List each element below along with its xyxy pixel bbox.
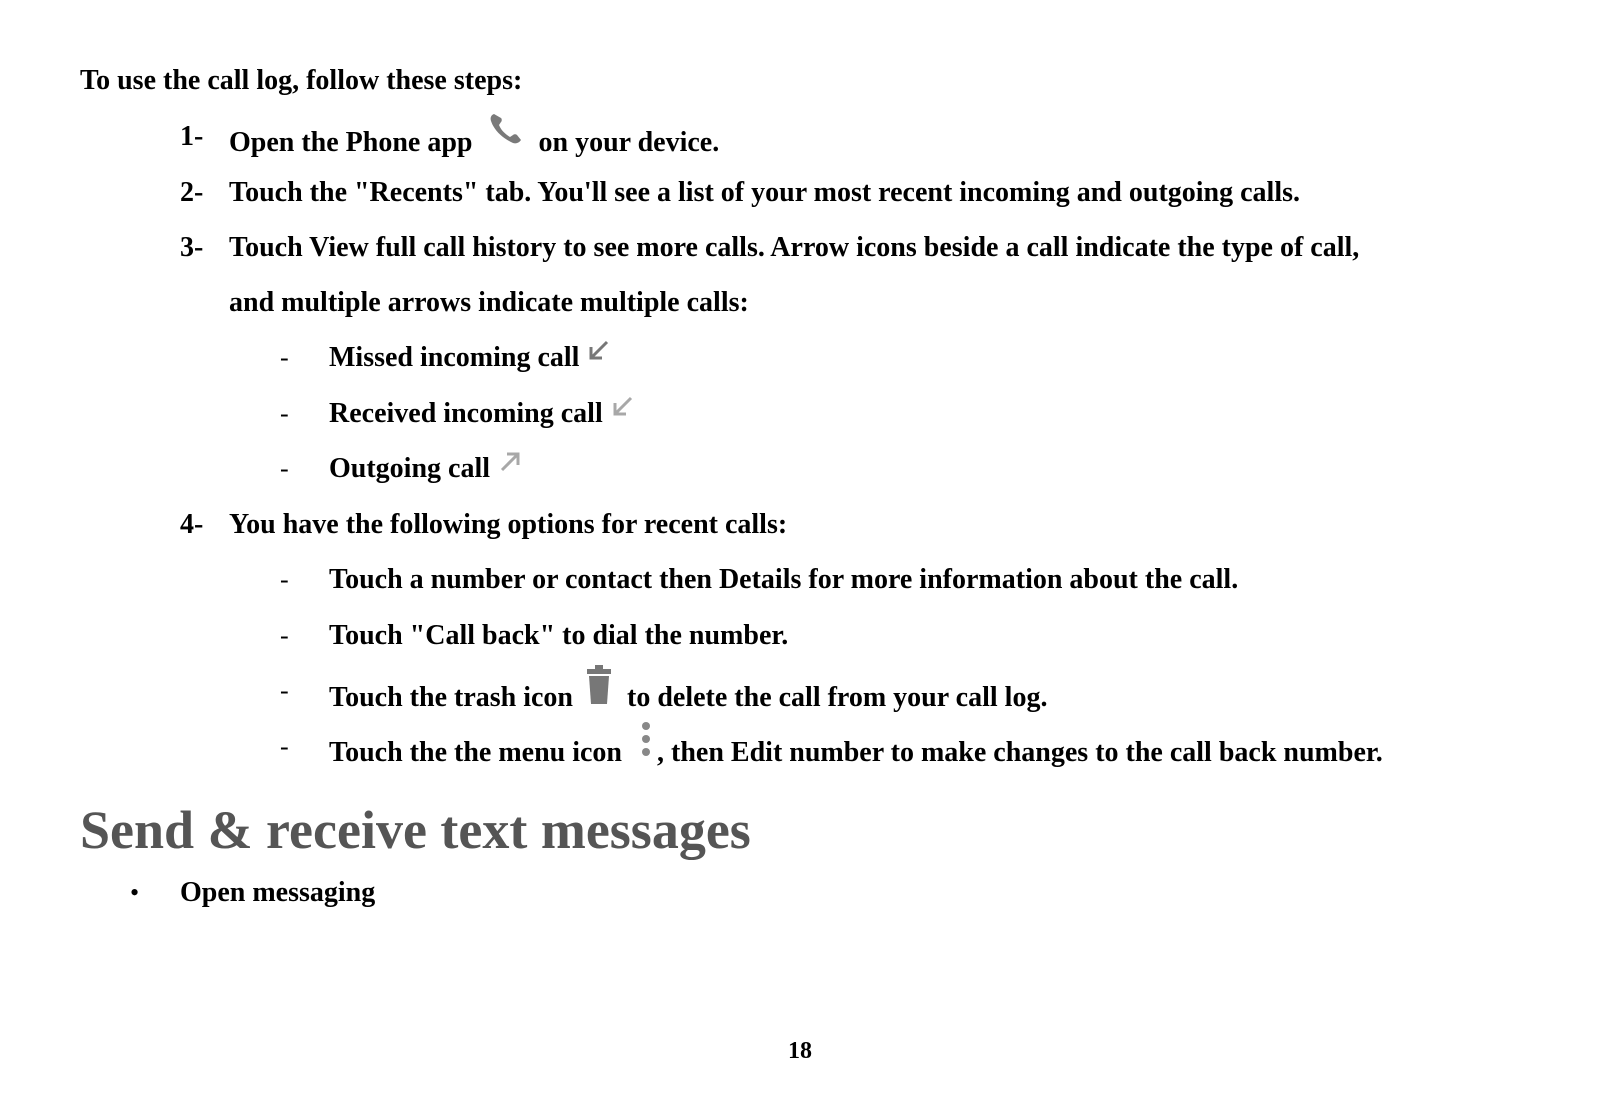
- option-menu-text-after: , then Edit number to make changes to the call back number.: [657, 736, 1383, 768]
- option-menu: [329, 730, 1383, 779]
- call-type-label: Missed incoming call: [329, 342, 580, 373]
- dash-marker: -: [280, 454, 289, 483]
- bullet-open-messaging: Open messaging: [180, 877, 376, 908]
- step-number: 1-: [180, 121, 204, 152]
- step-4-text: You have the following options for recent calls:: [229, 509, 788, 540]
- option-trash-text-after: to delete the call from your call log.: [627, 681, 1048, 713]
- trash-icon: [584, 664, 614, 715]
- intro-text: To use the call log, follow these steps:: [80, 65, 523, 96]
- bullet-marker: •: [130, 878, 140, 907]
- step-2-text: Touch the "Recents" tab. You'll see a list of your most recent incoming and outgoing calls.: [229, 177, 1300, 208]
- dash-marker: -: [280, 732, 289, 761]
- section-heading: Send & receive text messages: [80, 800, 751, 860]
- call-type-label: Received incoming call: [329, 398, 603, 429]
- step-1: [229, 120, 719, 169]
- call-type-label: Outgoing call: [329, 453, 491, 484]
- step-number: 2-: [180, 177, 204, 208]
- option-menu-text-before: Touch the the menu icon: [329, 736, 623, 768]
- step-number: 3-: [180, 232, 204, 263]
- page-number: 18: [788, 1038, 812, 1064]
- option-details-text: Touch a number or contact then Details for more information about the call.: [329, 564, 1239, 595]
- dash-marker: -: [280, 565, 289, 594]
- step-number: 4-: [180, 509, 204, 540]
- menu-dots-icon: [639, 720, 653, 769]
- dash-marker: -: [280, 676, 289, 705]
- step-3-text-line1: Touch View full call history to see more calls. Arrow icons beside a call indicate the type of call,: [229, 232, 1360, 263]
- call-type-missed: [329, 341, 612, 377]
- call-type-received: [329, 397, 636, 433]
- option-trash-text-before: Touch the trash icon: [329, 681, 574, 713]
- phone-icon: [486, 110, 526, 159]
- dash-marker: -: [280, 399, 289, 428]
- missed-call-arrow-icon: [586, 338, 612, 373]
- dash-marker: -: [280, 343, 289, 372]
- option-call-back-text: Touch "Call back" to dial the number.: [329, 620, 789, 651]
- received-call-arrow-icon: [610, 394, 636, 429]
- step-1-text-after: on your device.: [538, 126, 720, 158]
- call-type-outgoing: [329, 452, 523, 488]
- option-trash: [329, 674, 1047, 725]
- dash-marker: -: [280, 621, 289, 650]
- step-3-text-line2: and multiple arrows indicate multiple calls:: [229, 287, 749, 318]
- step-1-text-before: Open the Phone app: [229, 126, 473, 158]
- outgoing-call-arrow-icon: [497, 449, 523, 484]
